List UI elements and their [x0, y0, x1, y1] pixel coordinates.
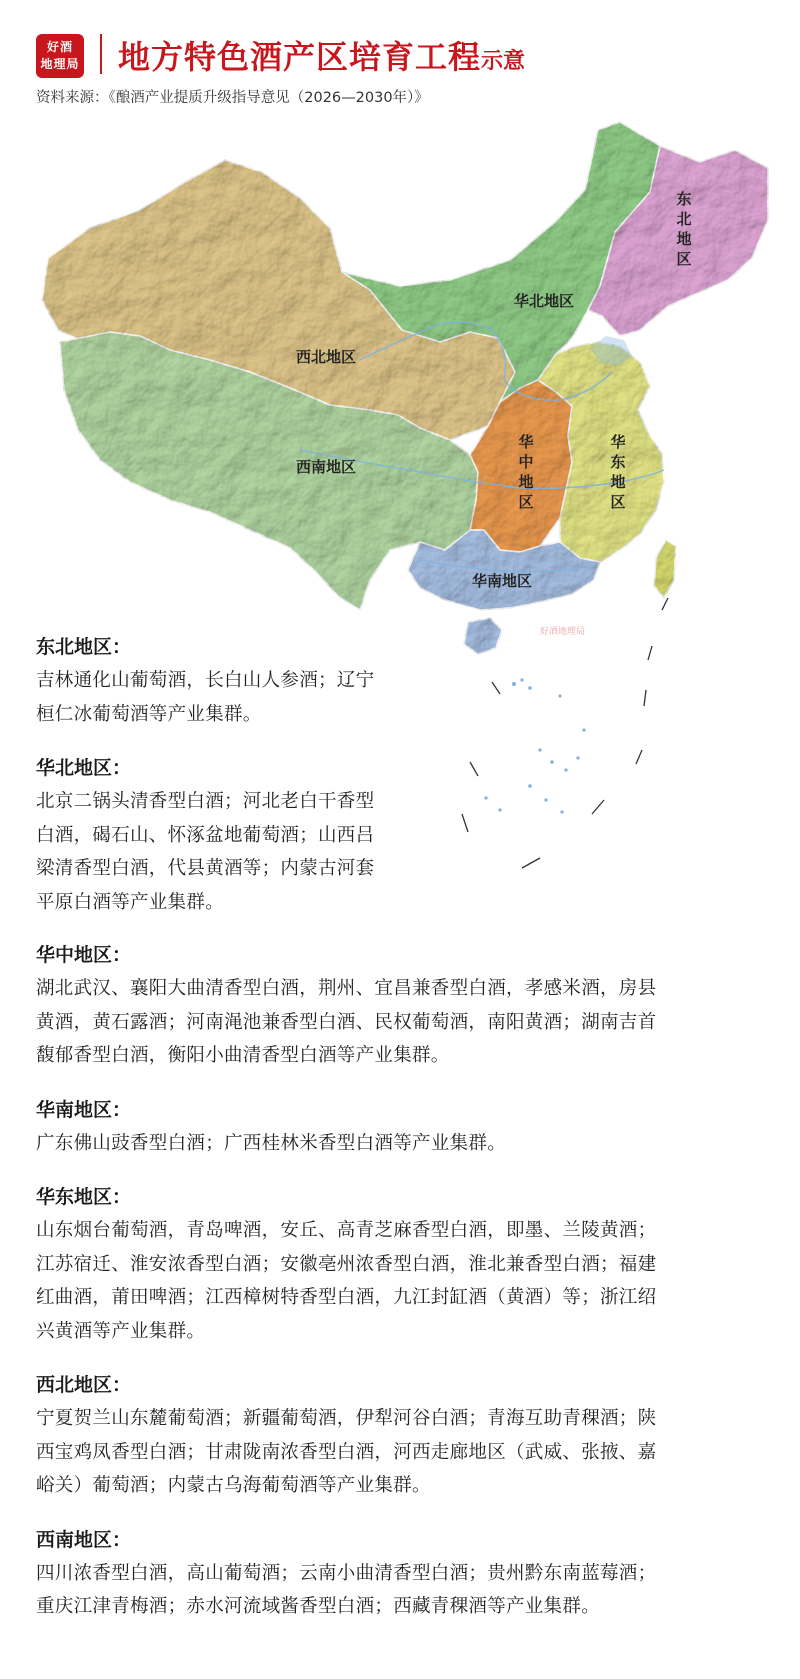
region-title: 西南地区： — [36, 1528, 132, 1551]
label-central-2: 中 — [518, 453, 534, 471]
region-text-line: 北京二锅头清香型白酒；河北老白干香型 — [36, 791, 375, 812]
label-central-1: 华 — [518, 433, 534, 451]
region-text — [36, 1214, 766, 1348]
source-note: 资料来源：《酿酒产业提质升级指导意见（2026—2030年）》 — [36, 90, 429, 106]
logo-text-line1: 好酒 — [46, 40, 73, 54]
region-text-line: 桓仁冰葡萄酒等产业集群。 — [36, 703, 262, 725]
region-taiwan — [654, 540, 676, 598]
region-text-line: 平原白酒等产业集群。 — [36, 891, 225, 913]
region-title: 华东地区： — [36, 1186, 132, 1208]
region-text-line: 梁清香型白酒，代县黄酒等；内蒙古河套 — [36, 858, 375, 879]
region-text — [36, 972, 766, 1073]
region-text-line: 馥郁香型白酒，衡阳小曲清香型白酒等产业集群。 — [36, 1045, 450, 1066]
region-text-line: 江苏宿迁、淮安浓香型白酒；安徽亳州浓香型白酒，淮北兼香型白酒；福建 — [36, 1253, 657, 1275]
region-text-line: 兴黄酒等产业集群。 — [36, 1320, 206, 1342]
label-east-2: 东 — [610, 453, 626, 471]
region-block-northeast — [36, 634, 766, 731]
logo-text-line2: 地理局 — [40, 57, 80, 71]
label-east-4: 区 — [610, 493, 626, 511]
header-divider — [100, 34, 102, 74]
region-text-line: 湖北武汉、襄阳大曲清香型白酒，荆州、宜昌兼香型白酒，孝感米酒，房县 — [36, 978, 657, 999]
header — [0, 0, 800, 110]
label-northeast-2: 北 — [676, 210, 692, 228]
region-text-line: 山东烟台葡萄酒，青岛啤酒，安丘、高青芝麻香型白酒，即墨、兰陵黄酒； — [36, 1220, 657, 1241]
page-title — [118, 32, 525, 78]
label-north: 华北地区 — [513, 292, 575, 310]
region-text-line: 广东佛山豉香型白酒；广西桂林米香型白酒等产业集群。 — [36, 1132, 507, 1154]
region-title: 华南地区： — [36, 1098, 132, 1121]
region-text — [36, 785, 766, 919]
label-northwest: 西北地区 — [295, 348, 357, 366]
region-text-line: 白酒，碣石山、怀涿盆地葡萄酒；山西吕 — [36, 824, 375, 846]
label-central-4: 区 — [518, 493, 534, 511]
region-block-north — [36, 755, 766, 919]
label-southwest: 西南地区 — [295, 458, 357, 476]
region-title: 西北地区： — [36, 1374, 132, 1396]
region-text-line: 黄酒，黄石露酒；河南渑池兼香型白酒、民权葡萄酒，南阳黄酒；湖南吉首 — [36, 1011, 657, 1033]
region-text-line: 峪关）葡萄酒；内蒙古乌海葡萄酒等产业集群。 — [36, 1475, 431, 1496]
label-northeast-3: 地 — [676, 230, 692, 248]
region-text-line: 重庆江津青梅酒；赤水河流域酱香型白酒；西藏青稞酒等产业集群。 — [36, 1596, 601, 1617]
region-block-northwest — [36, 1372, 766, 1503]
region-title: 华北地区： — [36, 757, 132, 779]
region-block-southwest — [36, 1527, 766, 1624]
brand-logo — [36, 34, 84, 78]
region-descriptions — [36, 634, 766, 1648]
region-text-line: 吉林通化山葡萄酒，长白山人参酒；辽宁 — [36, 670, 375, 691]
label-northeast-1: 东 — [676, 190, 692, 208]
title-suffix: 示意 — [481, 48, 526, 74]
label-east-3: 地 — [610, 473, 626, 491]
region-text — [36, 1402, 766, 1503]
region-text-line: 红曲酒，莆田啤酒；江西樟树特香型白酒，九江封缸酒（黄酒）等；浙江绍 — [36, 1287, 657, 1308]
map-watermark: 好酒地理局 — [540, 627, 586, 637]
label-east-1: 华 — [610, 433, 626, 451]
region-block-central — [36, 942, 766, 1073]
region-text-line: 宁夏贺兰山东麓葡萄酒；新疆葡萄酒，伊犁河谷白酒；青海互助青稞酒；陕 — [36, 1408, 657, 1429]
label-south: 华南地区 — [471, 572, 533, 590]
region-block-east — [36, 1184, 766, 1348]
label-northeast-4: 区 — [676, 250, 692, 268]
region-block-south — [36, 1097, 766, 1161]
label-central-3: 地 — [518, 473, 534, 491]
nine-dash-1 — [662, 598, 668, 610]
title-main: 地方特色酒产区培育工程 — [118, 38, 482, 76]
region-text-line: 西宝鸡凤香型白酒；甘肃陇南浓香型白酒，河西走廊地区（武威、张掖、嘉 — [36, 1441, 657, 1463]
region-title: 华中地区： — [36, 944, 132, 966]
region-text-line: 四川浓香型白酒，高山葡萄酒；云南小曲清香型白酒；贵州黔东南蓝莓酒； — [36, 1562, 657, 1584]
region-title: 东北地区： — [36, 636, 132, 658]
region-text — [36, 664, 766, 731]
region-text — [36, 1557, 766, 1624]
region-text — [36, 1127, 766, 1161]
